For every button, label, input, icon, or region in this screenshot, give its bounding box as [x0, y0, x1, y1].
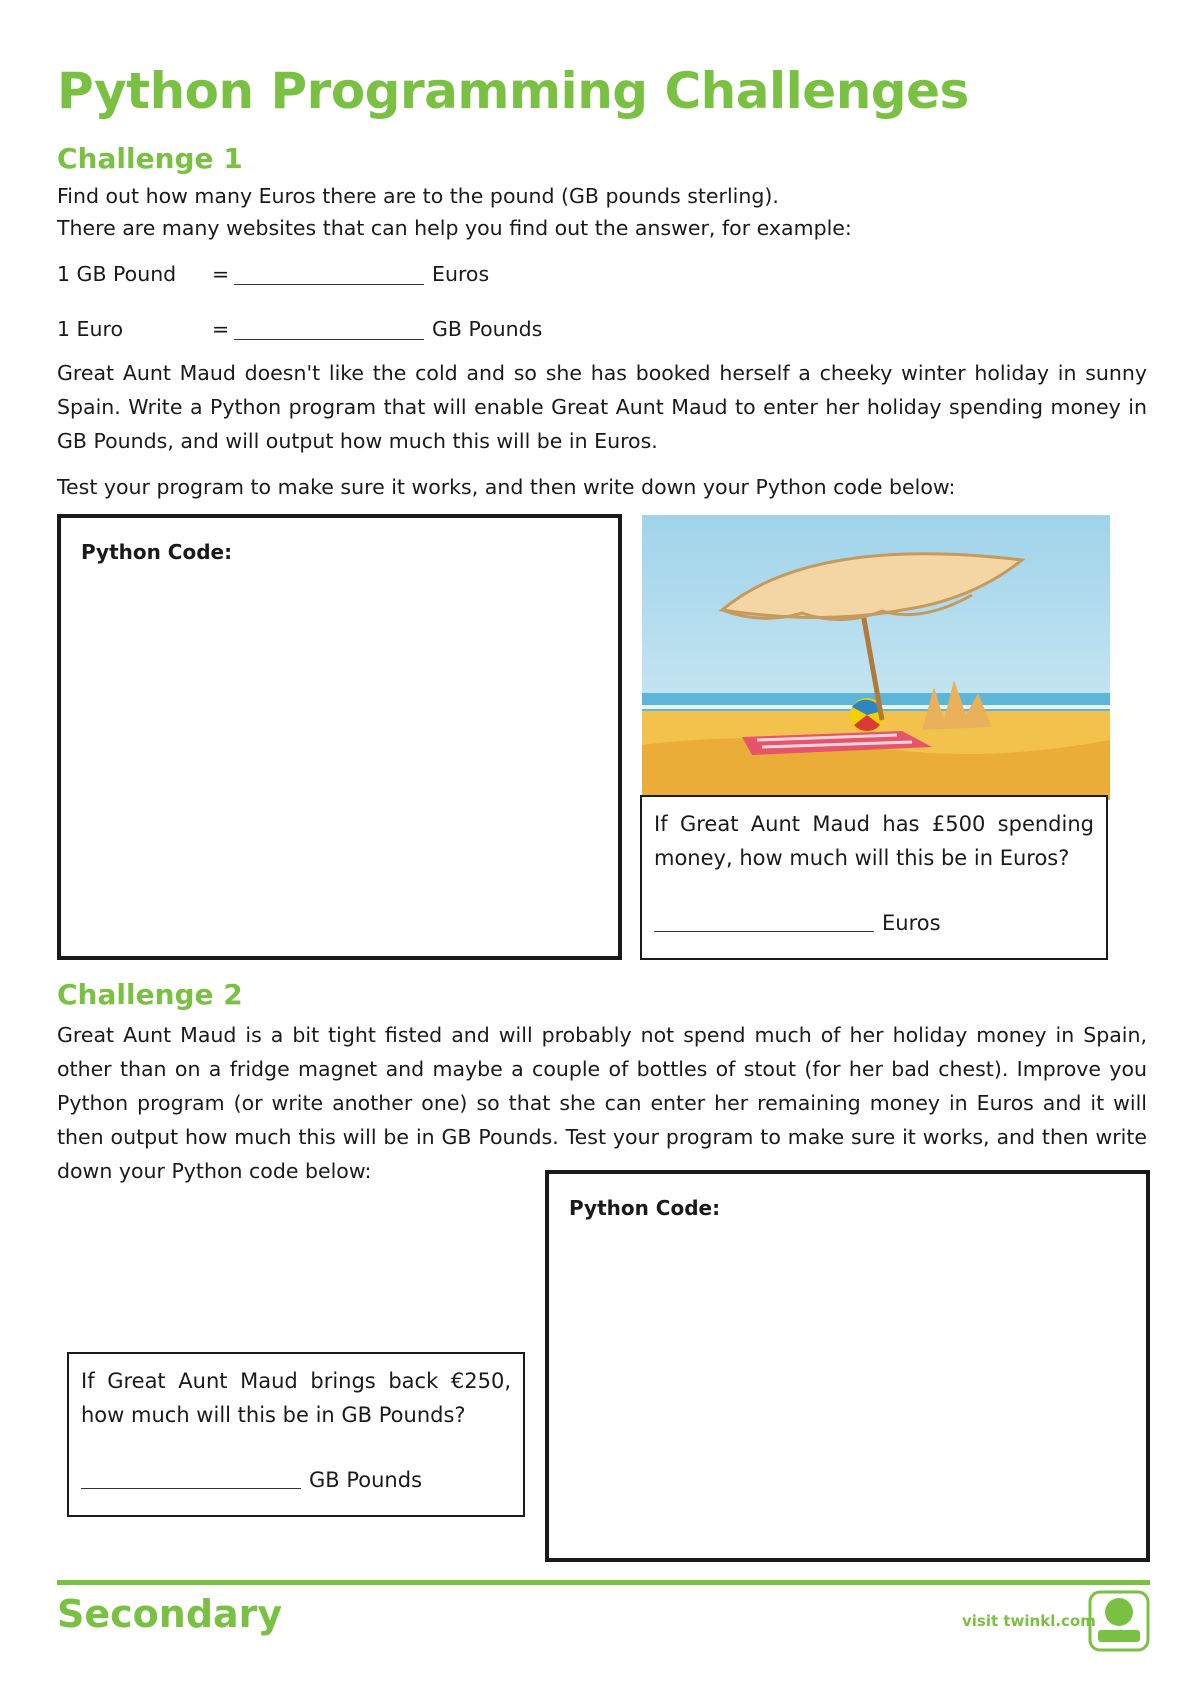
- question-box-2: [67, 1352, 525, 1517]
- python-code-box-2[interactable]: [545, 1170, 1150, 1562]
- answer-blank[interactable]: [81, 1488, 301, 1489]
- row-label: 1 Euro: [57, 317, 124, 341]
- answer-unit: GB Pounds: [309, 1468, 423, 1492]
- footer-divider: [57, 1580, 1150, 1585]
- question-text: If Great Aunt Maud has £500 spending money, how much will this be in Euros?: [654, 812, 1094, 870]
- answer-blank[interactable]: [654, 931, 874, 932]
- footer-visit-link[interactable]: visit twinkl.com: [962, 1612, 1096, 1630]
- code-box-label: Python Code:: [81, 540, 233, 564]
- page-title: Python Programming Challenges: [57, 62, 969, 120]
- beach-umbrella-illustration: [642, 515, 1110, 800]
- challenge-2-heading: Challenge 2: [57, 978, 243, 1011]
- row-unit: Euros: [432, 262, 490, 286]
- quality-badge-icon: [1086, 1588, 1152, 1654]
- challenge-1-test-line: Test your program to make sure it works, and then write down your Python code below:: [57, 475, 956, 499]
- row-unit: GB Pounds: [432, 317, 543, 341]
- intro-line-1: Find out how many Euros there are to the pound (GB pounds sterling).: [57, 184, 779, 208]
- code-box-label: Python Code:: [569, 1196, 721, 1220]
- challenge-2-paragraph: Great Aunt Maud is a bit tight fisted and will probably not spend much of her holiday money in Spain, other than on a fridge magnet and maybe a couple of bottles of stout (for her bad chest). Improve you Python program (or write another one) so that she can enter her remaining money in Euros and it will then output how much this will be in GB Pounds. Test your program to make sure it works, and then write down your Python code below:: [57, 1023, 1147, 1183]
- answer-unit: Euros: [882, 911, 941, 935]
- intro-line-2: There are many websites that can help you find out the answer, for example:: [57, 216, 852, 240]
- answer-blank[interactable]: [234, 284, 424, 285]
- challenge-1-paragraph: Great Aunt Maud doesn't like the cold and so she has booked herself a cheeky winter holiday in sunny Spain. Write a Python program that will enable Great Aunt Maud to enter her holiday spending money in GB Pounds, and will output how much this will be in Euros.: [57, 361, 1147, 453]
- footer-brand: Secondary: [57, 1592, 283, 1636]
- question-box-1: [640, 795, 1108, 960]
- row-label: 1 GB Pound: [57, 262, 177, 286]
- answer-line: [81, 1463, 422, 1497]
- answer-line: [654, 906, 941, 940]
- equals-sign: =: [212, 317, 230, 341]
- challenge-1-intro: [57, 180, 1147, 244]
- equals-sign: =: [212, 262, 230, 286]
- python-code-box-1[interactable]: [57, 514, 622, 960]
- answer-blank[interactable]: [234, 339, 424, 340]
- question-text: If Great Aunt Maud brings back €250, how much will this be in GB Pounds?: [81, 1369, 511, 1427]
- challenge-1-heading: Challenge 1: [57, 142, 243, 175]
